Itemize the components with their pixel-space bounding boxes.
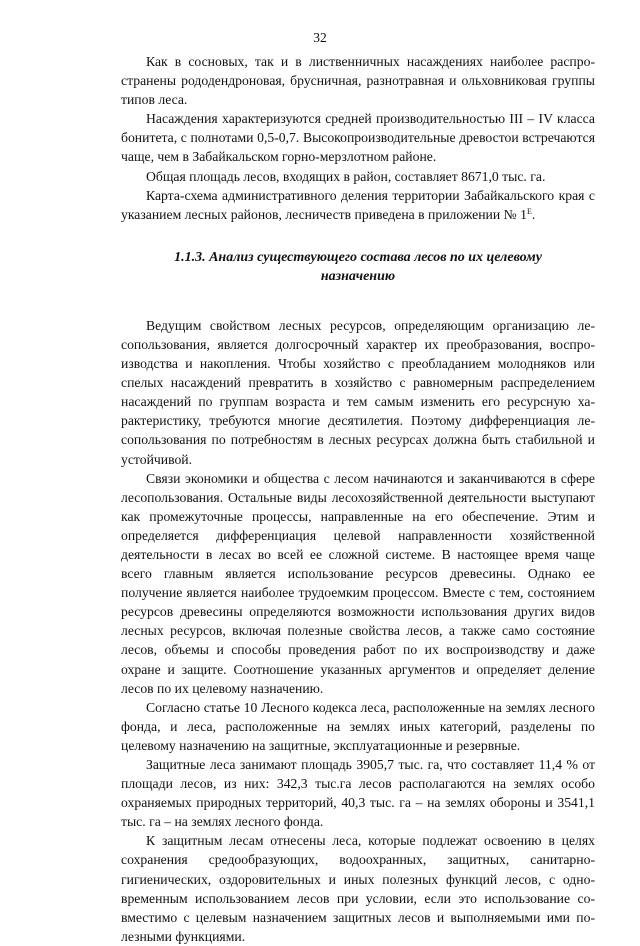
paragraph: Согласно статье 10 Лесного кодекса леса, расположенные на землях лесного фонда, и леса, расположенные на землях иных категорий, разделены по целевому назначению на защитные, эксплуатационные и резервные. bbox=[121, 699, 595, 753]
section-heading-line-2: назначению bbox=[320, 268, 396, 284]
paragraph: Как в сосновых, так и в лиственничных насаждениях наиболее распространены рододендроновая, брусничная, разнотравная и ольховниковая группы типов леса. bbox=[121, 54, 595, 108]
map-reference-end: . bbox=[531, 206, 536, 222]
paragraph-map-reference bbox=[121, 186, 595, 224]
section-heading bbox=[121, 248, 595, 286]
paragraph: Связи экономики и общества с лесом начинаются и заканчиваются в сфере лесопользования. Остальные виды лесохозяйственной деятельности выступают как промежуточные процессы, направленные на его обеспечение. Этим и определяется дифференциация целевой направленности хозяйственной деятельности в лесах во всей ее сложной системе. В настоящее время чаще всего главным является использование ресурсов древесины. Однако ее получение является наиболее трудоемким процессом. Вместе с тем, состоянием ресурсов древесины определяются возможности использования других видов лесных ресурсов, включая полезные свойства лесов, а также само состояние лесов, объемы и способы проведения работ по их воспроизводству и даже охране и защите. Соотношение указанных аргументов и определяет деление лесов по их целевому назначению. bbox=[121, 470, 595, 696]
appendix-superscript: Е bbox=[526, 206, 532, 216]
page-number: 32 bbox=[313, 30, 327, 45]
paragraph: Насаждения характеризуются средней производительностью III – IV класса бонитета, с полнотами 0,5-0,7. Высокопроизводительные древостои встречаются чаще, чем в Забайкальском горно-мерзлотном районе. bbox=[121, 111, 595, 165]
map-reference-text: Карта-схема административного деления территории Забайкальского края с указанием лесных районов, лесничеств приведена в приложении № 1 bbox=[121, 187, 595, 222]
paragraph: К защитным лесам отнесены леса, которые подлежат освоению в целях сохранения средообразующих, водоохранных, защитных, санитарно-гигиенических, оздоровительных и иных полезных функций лесов, с одновременным использованием лесов при условии, если это использование совместимо с целевым назначением защитных лесов и выполняемыми ими полезными функциями. bbox=[121, 833, 595, 944]
paragraph: Защитные леса занимают площадь 3905,7 тыс. га, что составляет 11,4 % от площади лесов, из них: 342,3 тыс.га лесов располагаются на землях особо охраняемых природных территорий, 40,3 тыс. га – на землях обороны и 3541,1 тыс. га – на землях лесного фонда. bbox=[121, 757, 595, 830]
section-heading-line-1: 1.1.3. Анализ существующего состава лесов по их целевому bbox=[174, 249, 542, 265]
paragraph: Ведущим свойством лесных ресурсов, определяющим организацию лесопользования, является долгосрочный характер их преобразования, воспроизводства и накопления. Чтобы хозяйство с преобладанием молодняков или спелых насаждений превратить в хозяйство с равномерным распределением насаждений по группам возраста и тем самым изменить его ресурсную характеристику, требуются многие десятилетия. Поэтому дифференциация лесопользования по потребностям в лесных ресурсах должна быть стабильной и устойчивой. bbox=[121, 317, 595, 467]
document-body bbox=[121, 52, 595, 946]
paragraph: Общая площадь лесов, входящих в район, составляет 8671,0 тыс. га. bbox=[146, 168, 546, 184]
